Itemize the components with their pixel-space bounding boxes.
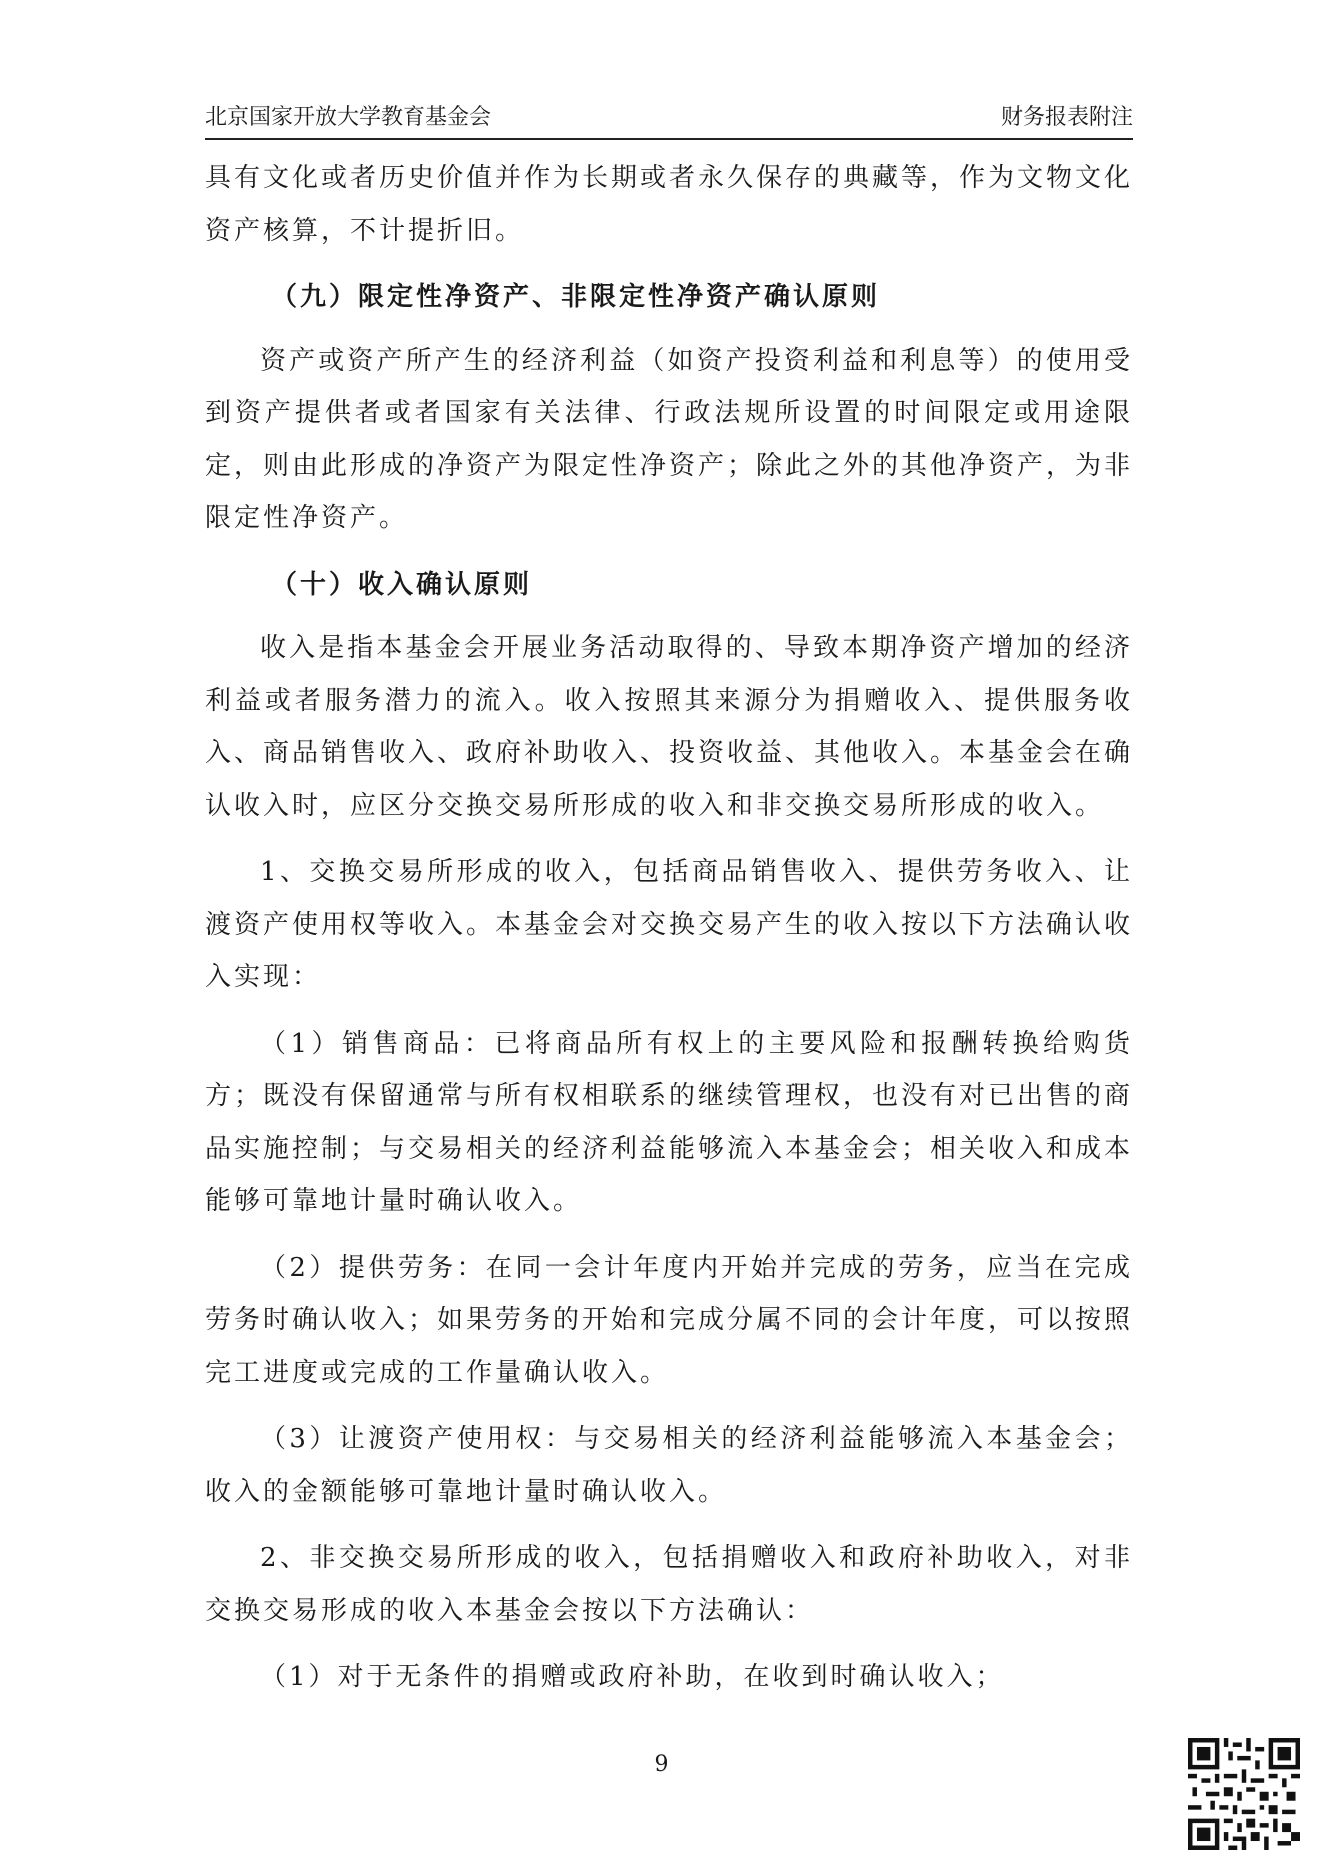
paragraph-cultural-assets: 具有文化或者历史价值并作为长期或者永久保存的典藏等，作为文物文化资产核算，不计提折旧。 xyxy=(205,163,1134,246)
qr-code-icon xyxy=(1188,1738,1300,1850)
paragraph-asset-use-rights: （3）让渡资产使用权：与交易相关的经济利益能够流入本基金会；收入的金额能够可靠地计量时确认收入。 xyxy=(205,1424,1133,1507)
document-body xyxy=(205,152,1133,1704)
paragraph-unconditional-donation: （1）对于无条件的捐赠或政府补助，在收到时确认收入； xyxy=(260,1662,1005,1692)
heading-net-assets: （九）限定性净资产、非限定性净资产确认原则 xyxy=(271,282,881,312)
header-organization: 北京国家开放大学教育基金会 xyxy=(205,105,492,130)
page-header xyxy=(205,98,1133,140)
paragraph-sale-of-goods: （1）销售商品：已将商品所有权上的主要风险和报酬转换给购货方；既没有保留通常与所有权相联系的继续管理权，也没有对已出售的商品实施控制；与交易相关的经济利益能够流入本基金会；相关收入和成本能够可靠地计量时确认收入。 xyxy=(205,1028,1134,1216)
header-section: 财务报表附注 xyxy=(1000,105,1133,130)
paragraph-services: （2）提供劳务：在同一会计年度内开始并完成的劳务，应当在完成劳务时确认收入；如果劳务的开始和完成分属不同的会计年度，可以按照完工进度或完成的工作量确认收入。 xyxy=(205,1252,1134,1388)
heading-revenue: （十）收入确认原则 xyxy=(271,569,533,600)
paragraph-revenue-definition: 收入是指本基金会开展业务活动取得的、导致本期净资产增加的经济利益或者服务潜力的流入。收入按照其来源分为捐赠收入、提供服务收入、商品销售收入、政府补助收入、投资收益、其他收入。本基金会在确认收入时，应区分交换交易所形成的收入和非交换交易所形成的收入。 xyxy=(205,633,1134,821)
paragraph-exchange-revenue: 1、交换交易所形成的收入，包括商品销售收入、提供劳务收入、让渡资产使用权等收入。本基金会对交换交易产生的收入按以下方法确认收入实现： xyxy=(205,857,1134,992)
page-number: 9 xyxy=(654,1752,669,1777)
paragraph-restricted-net-assets: 资产或资产所产生的经济利益（如资产投资利益和利息等）的使用受到资产提供者或者国家有关法律、行政法规所设置的时间限定或用途限定，则由此形成的净资产为限定性净资产；除此之外的其他净资产，为非限定性净资产。 xyxy=(205,345,1134,533)
paragraph-non-exchange-revenue: 2、非交换交易所形成的收入，包括捐赠收入和政府补助收入，对非交换交易形成的收入本基金会按以下方法确认： xyxy=(205,1543,1133,1626)
